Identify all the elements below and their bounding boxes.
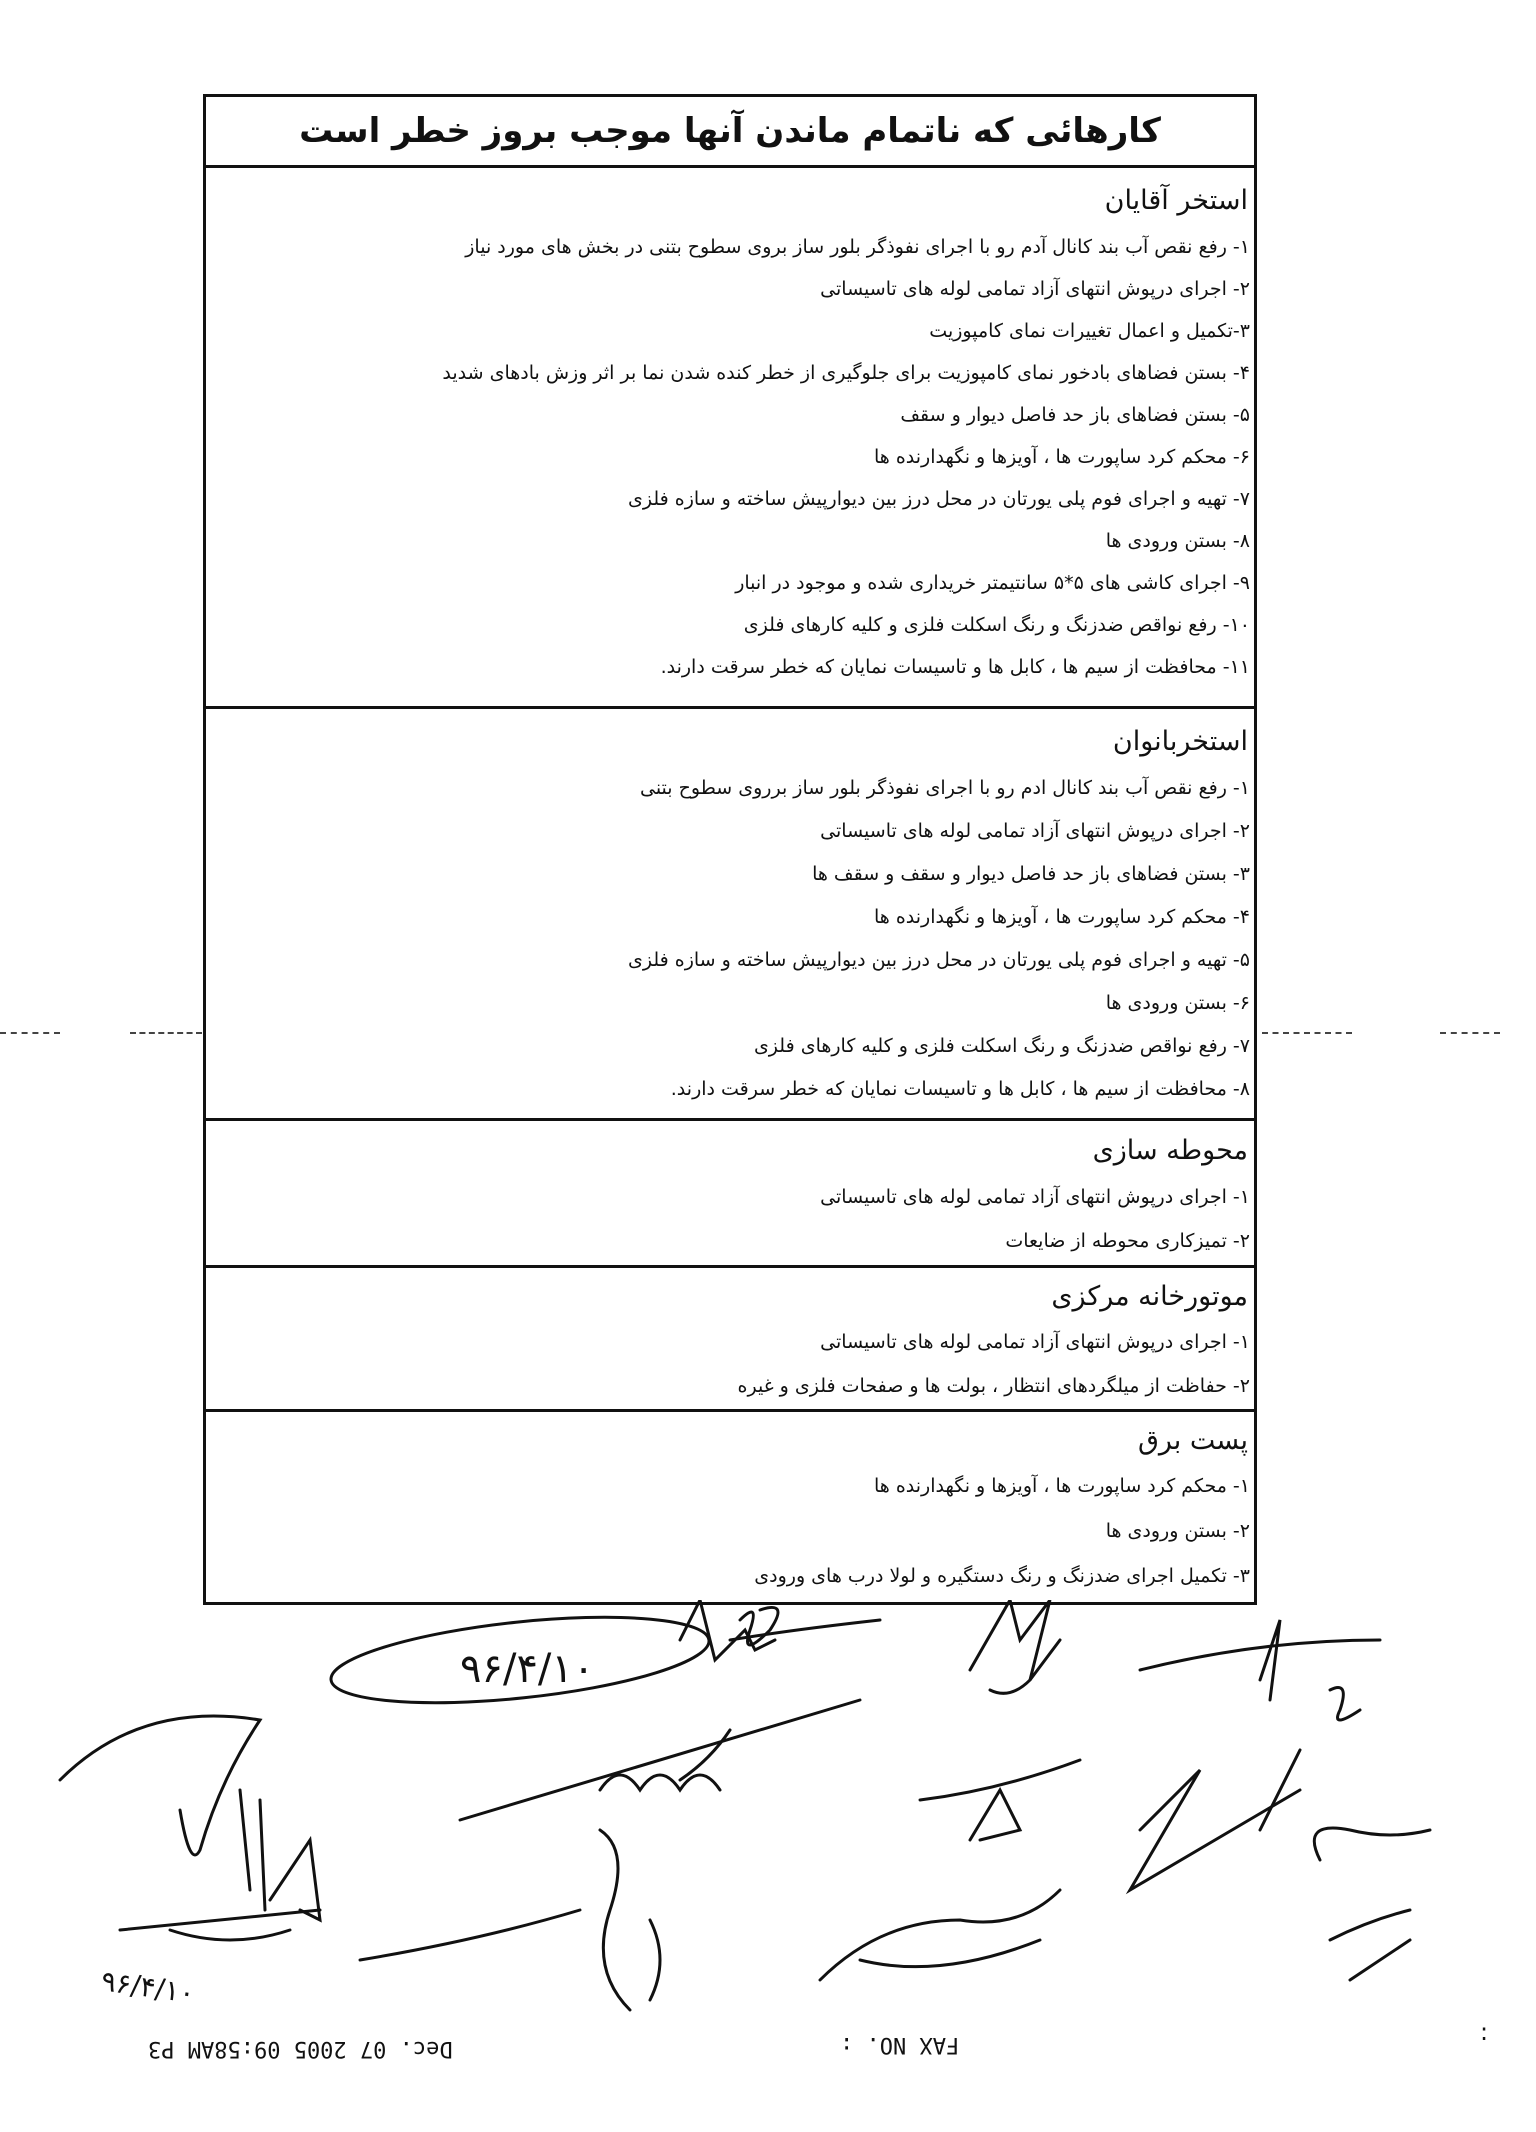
item-list <box>206 1175 1254 1263</box>
section-heading: استخر آقایان <box>1104 185 1248 216</box>
list-item: ۱- محکم کرد ساپورت ها ، آویزها و نگهدارنده ها <box>873 1475 1250 1497</box>
signature-date-2: ۹۶/۴/۱۰ <box>99 1964 197 2011</box>
section-men-pool <box>206 168 1254 709</box>
item-list <box>206 1320 1254 1408</box>
document-title: کارهائی که ناتمام ماندن آنها موجب بروز خطر است <box>299 111 1161 151</box>
list-item: ۳-تکمیل و اعمال تغییرات نمای کامپوزیت <box>929 320 1250 342</box>
list-item: ۱- اجرای درپوش انتهای آزاد تمامی لوله های تاسیساتی <box>820 1186 1250 1208</box>
section-landscaping <box>206 1121 1254 1268</box>
signature-4 <box>1140 1620 1380 1720</box>
list-item: ۲- اجرای درپوش انتهای آزاد تمامی لوله های تاسیساتی <box>820 278 1250 300</box>
signature-date-1: ۹۶/۴/۱۰ <box>460 1646 595 1692</box>
signature-12 <box>820 1890 1060 1980</box>
list-item: ۷- رفع نواقص ضدزنگ و رنگ اسکلت فلزی و کلیه کارهای فلزی <box>753 1035 1250 1057</box>
section-heading: محوطه سازی <box>1092 1135 1248 1166</box>
fax-footer <box>0 2032 1536 2076</box>
signatures-area <box>40 1600 1500 2020</box>
list-item: ۴- محکم کرد ساپورت ها ، آویزها و نگهدارنده ها <box>873 906 1250 928</box>
scan-artifact-line <box>1440 1032 1500 1034</box>
list-item: ۳- بستن فضاهای باز حد فاصل دیوار و سقف و سقف ها <box>812 863 1250 885</box>
signature-7 <box>920 1760 1080 1840</box>
section-women-pool <box>206 709 1254 1121</box>
fax-number-label: FAX NO. : <box>840 2032 960 2057</box>
signature-1 <box>327 1600 775 1718</box>
signature-6 <box>460 1700 860 1820</box>
list-item: ۷- تهیه و اجرای فوم پلی یورتان در محل درز بین دیوارپیش ساخته و سازه فلزی <box>628 488 1250 510</box>
section-heading: موتورخانه مرکزی <box>1051 1281 1248 1312</box>
signature-11 <box>360 1830 660 2010</box>
signature-2 <box>730 1608 880 1646</box>
section-central-engine-room <box>206 1268 1254 1412</box>
section-power-substation <box>206 1412 1254 1602</box>
list-item: ۱- رفع نقص آب بند کانال ادم رو با اجرای نفوذگر بلور ساز برروی سطوح بتنی <box>639 777 1250 799</box>
scan-artifact-line <box>1262 1032 1352 1034</box>
signature-3 <box>970 1600 1060 1693</box>
item-list <box>206 767 1254 1111</box>
signature-8 <box>1130 1750 1300 1890</box>
fax-date-time: Dec. 07 2005 09:58AM P3 <box>148 2036 453 2061</box>
list-item: ۱۰- رفع نواقص ضدزنگ و رنگ اسکلت فلزی و کلیه کارهای فلزی <box>743 614 1250 636</box>
scan-artifact-line <box>0 1032 60 1034</box>
list-item: ۴- بستن فضاهای بادخور نمای کامپوزیت برای جلوگیری از خطر کنده شدن نما بر اثر وزش بادهای شدید <box>442 362 1250 384</box>
list-item: ۲- اجرای درپوش انتهای آزاد تمامی لوله های تاسیساتی <box>820 820 1250 842</box>
list-item: ۲- بستن ورودی ها <box>1105 1520 1250 1542</box>
list-item: ۱۱- محافظت از سیم ها ، کابل ها و تاسیسات نمایان که خطر سرقت دارند. <box>660 656 1250 678</box>
item-list <box>206 1464 1254 1599</box>
list-item: ۱- اجرای درپوش انتهای آزاد تمامی لوله های تاسیساتی <box>820 1331 1250 1353</box>
list-item: ۳- تکمیل اجرای ضدزنگ و رنگ دستگیره و لولا درب های ورودی <box>754 1565 1250 1587</box>
list-item: ۶- بستن ورودی ها <box>1105 992 1250 1014</box>
work-items-table <box>203 94 1257 1605</box>
signature-9 <box>1314 1828 1430 1980</box>
item-list <box>206 226 1254 688</box>
list-item: ۲- تمیزکاری محوطه از ضایعات <box>1005 1230 1250 1252</box>
list-item: ۵- تهیه و اجرای فوم پلی یورتان در محل درز بین دیوارپیش ساخته و سازه فلزی <box>628 949 1250 971</box>
signature-10 <box>99 1840 320 2010</box>
list-item: ۵- بستن فضاهای باز حد فاصل دیوار و سقف <box>900 404 1250 426</box>
list-item: ۸- بستن ورودی ها <box>1105 530 1250 552</box>
section-heading: استخربانوان <box>1112 726 1248 757</box>
section-heading: پست برق <box>1137 1425 1248 1456</box>
list-item: ۱- رفع نقص آب بند کانال آدم رو با اجرای نفوذگر بلور ساز بروی سطوح بتنی در بخش های مورد نیاز <box>465 236 1250 258</box>
fax-colon-mark: : <box>1480 2018 1489 2046</box>
list-item: ۹- اجرای کاشی های ۵*۵ سانتیمتر خریداری شده و موجود در انبار <box>735 572 1250 594</box>
list-item: ۲- حفاظت از میلگردهای انتظار ، بولت ها و صفحات فلزی و غیره <box>737 1375 1250 1397</box>
scan-artifact-line <box>130 1032 202 1034</box>
title-row <box>206 97 1254 168</box>
list-item: ۶- محکم کرد ساپورت ها ، آویزها و نگهدارنده ها <box>873 446 1250 468</box>
signature-5 <box>60 1716 290 1940</box>
list-item: ۸- محافظت از سیم ها ، کابل ها و تاسیسات نمایان که خطر سرقت دارند. <box>670 1078 1250 1100</box>
